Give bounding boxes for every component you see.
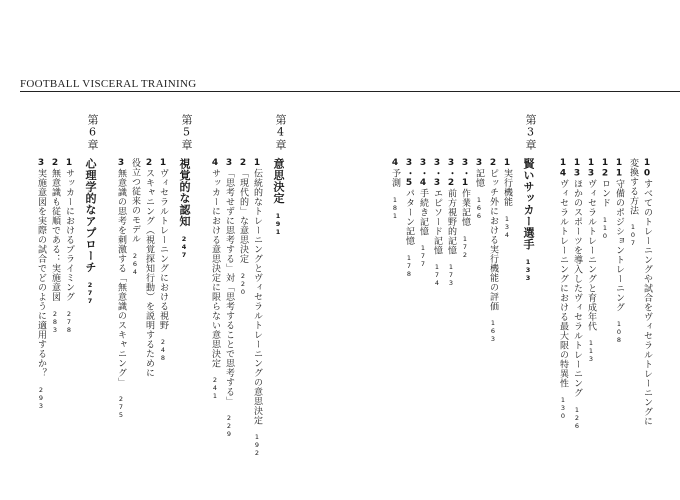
entry-page: 107: [629, 223, 637, 247]
entry-text: ヴィセラルトレーニングにおける最大限の特異性: [558, 179, 568, 388]
toc-entry: [626, 158, 640, 247]
entry-number: 3: [474, 158, 484, 169]
entry-text: ピッチ外における実行機能の評価: [488, 168, 498, 311]
entry-number: 2: [50, 158, 60, 169]
chapter-title: [520, 158, 536, 282]
toc-entry: [236, 158, 250, 296]
entry-text: 手続き記憶: [418, 188, 428, 236]
toc-entry: [444, 158, 458, 287]
toc-entry: [458, 158, 472, 259]
toc-entry: [500, 158, 514, 239]
entry-text: 作業記憶: [460, 188, 470, 227]
entry-page: 283: [51, 309, 59, 334]
entry-text: 役立つ従来のモデル: [130, 158, 140, 244]
toc-entry: [430, 158, 444, 287]
chapter-label: 第6章: [86, 114, 99, 151]
entry-number: 3: [36, 158, 46, 169]
toc-entry: [640, 158, 654, 426]
chapter-page: 277: [86, 281, 94, 305]
entry-number: 11: [614, 158, 624, 179]
entry-text: 予測: [390, 168, 400, 188]
toc-entry: [402, 158, 416, 278]
entry-number: 3・3: [432, 158, 442, 189]
chapter-page: 247: [180, 235, 188, 259]
chapter-title: [176, 158, 192, 259]
entry-text: 「現代的」な意思決定: [238, 168, 248, 264]
entry-page: 173: [447, 263, 455, 287]
toc-entry: [142, 158, 156, 378]
chapter-title-text: 賢いサッカー選手: [522, 158, 535, 250]
entry-page: 174: [433, 263, 441, 287]
entry-page: 275: [117, 395, 125, 419]
entry-number: 4: [390, 158, 400, 169]
entry-number: 13: [586, 158, 596, 179]
entry-number: 3: [224, 158, 234, 169]
toc-entry: [114, 158, 128, 419]
entry-number: 4: [210, 158, 220, 169]
chapter-title: [270, 158, 286, 236]
entry-page: 248: [159, 338, 167, 362]
toc-entry: [128, 158, 142, 276]
entry-text: 記憶: [474, 168, 484, 188]
toc-entry: [156, 158, 170, 362]
entry-page: 192: [253, 433, 261, 457]
entry-number: 1: [158, 158, 168, 169]
entry-text: ヴィセラルトレーニングにおける視野: [158, 168, 168, 330]
entry-text: 実行機能: [502, 168, 512, 207]
entry-page: 178: [405, 253, 413, 278]
toc-entry: [612, 158, 626, 344]
toc-entry: [416, 158, 430, 268]
chapter-label: 第3章: [524, 114, 537, 151]
entry-number: 12: [600, 158, 610, 179]
toc-entry: [208, 158, 222, 400]
entry-page: 172: [461, 234, 469, 259]
chapter-title: [82, 158, 98, 305]
entry-text: ロンド: [600, 179, 610, 208]
entry-number: 2: [238, 158, 248, 169]
entry-text: パターン記憶: [404, 188, 414, 246]
entry-text: 無意識の思考を刺激する「無意識のスキャニング」: [116, 168, 126, 387]
entry-page: 126: [573, 405, 581, 430]
entry-page: 264: [131, 251, 139, 276]
header-rule: [20, 91, 680, 92]
entry-number: 1: [252, 158, 262, 169]
toc-entry: [222, 158, 236, 438]
toc-entry: [570, 158, 584, 430]
chapter-title-text: 視覚的な認知: [178, 158, 191, 227]
entry-number: 14: [558, 158, 568, 179]
entry-page: 293: [37, 385, 45, 410]
entry-number: 1: [64, 158, 74, 169]
toc-entry: [250, 158, 264, 457]
toc-entry: [556, 158, 570, 420]
chapter-label: 第4章: [274, 114, 287, 151]
toc-entry: [62, 158, 76, 334]
entry-text: 実施意図を実際の試合でどのように適用するか？: [36, 168, 46, 378]
toc-entry: [472, 158, 486, 220]
entry-number: 13: [572, 158, 582, 179]
toc-entry: [34, 158, 48, 410]
entry-page: 163: [489, 319, 497, 343]
entry-text: スキャニング（視覚探知行動）を説明するために: [144, 168, 154, 378]
chapter-page: 191: [274, 212, 282, 236]
entry-page: 108: [615, 320, 623, 344]
entry-page: 166: [475, 195, 483, 220]
entry-number: 10: [642, 158, 652, 179]
chapter-title-text: 意思決定: [272, 158, 285, 204]
chapter-label: 第5章: [180, 114, 193, 151]
running-head: FOOTBALL VISCERAL TRAINING: [20, 78, 197, 90]
toc-entry: [584, 158, 598, 363]
entry-page: 177: [419, 244, 427, 268]
entry-text: エピソード記憶: [432, 188, 442, 255]
entry-text: 伝統的なトレーニングとヴィセラルトレーニングの意思決定: [252, 168, 262, 425]
chapter-title-text: 心理学的なアプローチ: [84, 158, 97, 273]
entry-page: 229: [225, 414, 233, 438]
entry-number: 3・2: [446, 158, 456, 189]
entry-page: 220: [239, 271, 247, 296]
entry-page: 181: [391, 195, 399, 220]
entry-page: 113: [587, 339, 595, 363]
entry-number: 1: [502, 158, 512, 169]
chapter-page: 133: [524, 258, 532, 282]
toc-entry: [486, 158, 500, 343]
toc-entry: [388, 158, 402, 220]
entry-text: 無意識も従順である：実施意図: [50, 168, 60, 302]
toc-entry: [48, 158, 62, 334]
toc-entry: [598, 158, 612, 240]
entry-page: 134: [503, 214, 511, 239]
entry-text: ほかのスポーツを導入したヴィセラルトレーニング: [572, 179, 582, 398]
entry-page: 130: [559, 396, 567, 420]
entry-text: 前方視野的記憶: [446, 188, 456, 255]
entry-page: 278: [65, 309, 73, 334]
entry-page: 110: [601, 215, 609, 240]
entry-number: 3: [116, 158, 126, 169]
entry-page: 241: [211, 376, 219, 400]
entry-number: 3・4: [418, 158, 428, 189]
entry-number: 2: [488, 158, 498, 169]
entry-text: 「思考せずに思考する」対「思考することで思考する」: [224, 168, 234, 406]
entry-number: 3・1: [460, 158, 470, 189]
entry-number: 3・5: [404, 158, 414, 189]
entry-text: 変換する方法: [628, 158, 638, 215]
entry-text: 守備のポジショントレーニング: [614, 179, 624, 312]
entry-text: ヴィセラルトレーニングと育成年代: [586, 179, 596, 331]
entry-text: サッカーにおけるプライミング: [64, 168, 74, 302]
entry-text: サッカーにおける意思決定に限らない意思決定: [210, 168, 220, 368]
entry-number: 2: [144, 158, 154, 169]
entry-text: すべてのトレーニングや試合をヴィセラルトレーニングに: [642, 179, 652, 426]
